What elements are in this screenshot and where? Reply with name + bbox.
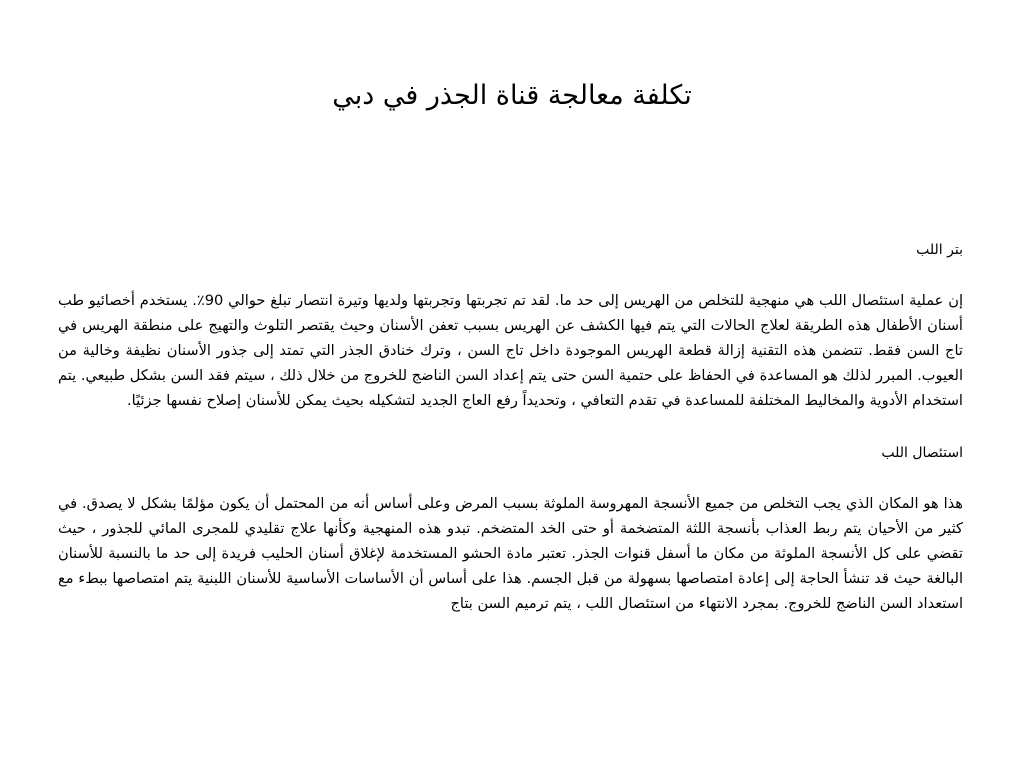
section-heading: بتر اللب [916,242,963,258]
page-title: تكلفة معالجة قناة الجذر في دبي [332,80,692,111]
section-heading: استئصال اللب [881,445,963,461]
spacer [58,262,963,288]
section-pulpotomy [58,238,963,413]
content-area [58,238,963,616]
section-paragraph: هذا هو المكان الذي يجب التخلص من جميع الأنسجة المهروسة الملوثة بسبب المرض وعلى أساس أنه من المحتمل أن يكون مؤلمًا بشكل لا يصدق. في كثير من الأحيان يتم ربط العذاب بأنسجة اللثة المتضخمة أو حتى الخد المتضخم. تبدو هذه المنهجية وكأنها علاج تقليدي للمجرى المائي للجذور ، حيث تقضي على كل الأنسجة الملوثة من مكان ما أسفل قنوات الجذر. تعتبر مادة الحشو المستخدمة لإغلاق أسنان الحليب فريدة إلى حد ما بالنسبة للأسنان البالغة حيث قد تنشأ الحاجة إلى إعادة امتصاصها بسهولة من قبل الجسم. هذا على أساس أن الأساسات الأساسية للأسنان اللبنية يتم امتصاصها ببطء مع استعداد السن الناضج للخروج. بمجرد الانتهاء من استئصال اللب ، يتم ترميم السن بتاج [58,495,963,612]
spacer [58,413,963,441]
spacer [58,465,963,491]
section-pulpectomy [58,441,963,616]
section-paragraph: إن عملية استئصال اللب هي منهجية للتخلص من الهريس إلى حد ما. لقد تم تجربتها وتجربتها ولديها وتيرة انتصار تبلغ حوالي 90٪. يستخدم أخصائيو طب أسنان الأطفال هذه الطريقة لعلاج الحالات التي يتم فيها الكشف عن الهريس بسبب تعفن الأسنان وحيث يقتصر التلوث والتهيج على منطقة الهريس في تاج السن فقط. تتضمن هذه التقنية إزالة قطعة الهريس الموجودة داخل تاج السن ، وترك خنادق الجذر التي تمتد إلى جذور الأسنان نظيفة وخالية من العيوب. المبرر لذلك هو المساعدة في الحفاظ على حتمية السن حتى يتم إعداد السن الناضج للخروج من خلال ذلك ، سيتم فقد السن بشكل طبيعي. يتم استخدام الأدوية والمخاليط المختلفة للمساعدة في تقدم التعافي ، وتحديداً رفع العاج الجديد لتشكيله بحيث يمكن للأسنان إصلاح نفسها جزئيًا. [58,292,963,409]
